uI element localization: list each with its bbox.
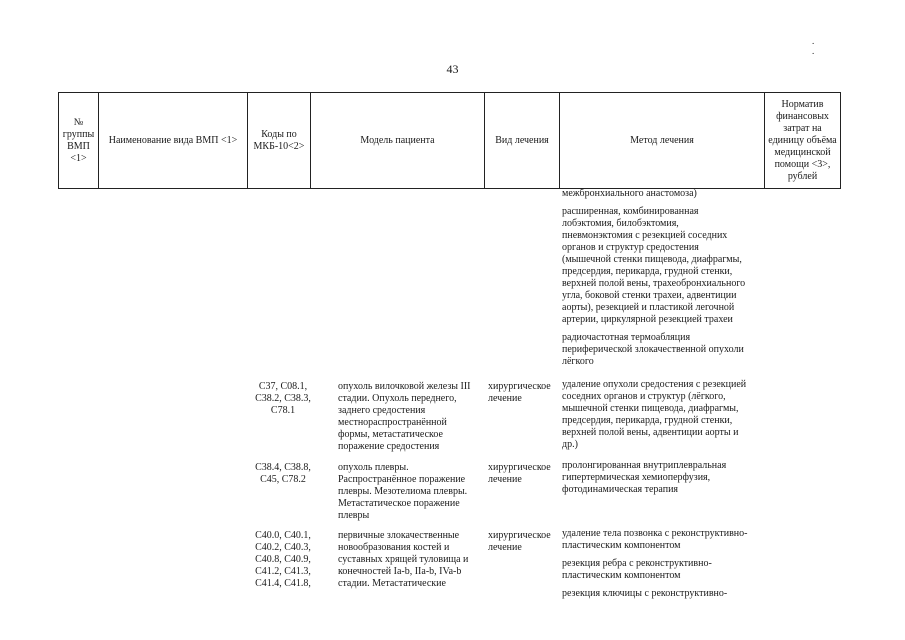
continuation-methods — [562, 188, 772, 374]
model-line: конечностей Ia-b, IIa-b, IVa-b — [338, 566, 462, 577]
model-line: стадии. Метастатические — [338, 578, 446, 589]
code-line: C38.2, C38.3, — [255, 393, 311, 404]
corner-marks: . . — [812, 36, 845, 56]
method-line: резекция ребра с реконструктивно- — [562, 558, 712, 569]
method-line: аорты), резекцией и пластикой легочной — [562, 302, 735, 313]
model-line: суставных хрящей туловища и — [338, 554, 469, 565]
method-line: др.) — [562, 439, 578, 450]
model-line: стадии. Опухоль переднего, — [338, 393, 457, 404]
method-item — [562, 528, 772, 552]
method-line: фотодинамическая терапия — [562, 484, 679, 495]
treatment-line: лечение — [488, 474, 522, 485]
row-1-model — [338, 462, 486, 522]
method-line: удаление опухоли средостения с резекцией — [562, 379, 747, 390]
method-line: удаление тела позвонка с реконструктивно- — [562, 528, 748, 539]
code-line: C41.2, C41.3, — [255, 566, 311, 577]
row-2-model — [338, 530, 486, 590]
row-0-methods — [562, 379, 772, 457]
method-line: верхней полой вены, адвентиции аорты и — [562, 427, 739, 438]
method-line: гипертермическая хемиоперфузия, — [562, 472, 711, 483]
code-line: C40.8, C40.9, — [255, 554, 311, 565]
code-line: C40.0, C40.1, — [255, 530, 311, 541]
header-group: № группы ВМП <1> — [59, 93, 99, 189]
row-0-treatment — [488, 381, 560, 405]
model-line: опухоль вилочковой железы III — [338, 381, 471, 392]
method-item — [562, 460, 772, 496]
header-model: Модель пациента — [311, 93, 485, 189]
treatment-line: лечение — [488, 393, 522, 404]
treatment-line: хирургическое — [488, 462, 551, 473]
method-line: соседних органов и структур (лёгкого, — [562, 391, 726, 402]
method-line: пневмонэктомия с резекцией соседних — [562, 230, 728, 241]
table-header — [58, 92, 841, 189]
model-line: плевры — [338, 510, 370, 521]
header-method: Метод лечения — [560, 93, 765, 189]
method-item — [562, 188, 772, 200]
row-0-codes — [250, 381, 316, 417]
method-item — [562, 558, 772, 582]
model-line: формы, метастатическое — [338, 429, 443, 440]
method-line: резекция ключицы с реконструктивно- — [562, 588, 728, 599]
method-line: верхней полой вены, трахеобронхиального — [562, 278, 746, 289]
method-item — [562, 206, 772, 326]
model-line: первичные злокачественные — [338, 530, 460, 541]
method-line: радиочастотная термоабляция — [562, 332, 691, 343]
method-line: периферической злокачественной опухоли — [562, 344, 744, 355]
method-line: мышечной стенки пищевода, диафрагмы, — [562, 403, 739, 414]
page-number: 43 — [446, 62, 459, 76]
method-line: расширенная, комбинированная — [562, 206, 699, 217]
code-line: C78.1 — [270, 405, 296, 416]
method-line: предсердия, перикарда, грудной стенки, — [562, 266, 733, 277]
row-2-methods — [562, 528, 772, 606]
model-line: опухоль плевры. — [338, 462, 409, 473]
model-line: плевры. Мезотелиома плевры. — [338, 486, 468, 497]
method-item — [562, 588, 772, 600]
treatment-line: хирургическое — [488, 530, 551, 541]
row-1-methods — [562, 460, 772, 502]
code-line: C41.4, C41.8, — [255, 578, 311, 589]
row-0-model — [338, 381, 486, 453]
method-line: угла, боковой стенки трахеи, адвентиции — [562, 290, 737, 301]
method-line: лёгкого — [562, 356, 594, 367]
header-norm: Норматив финансовых затрат на единицу объёма медицинской помощи <3>, рублей — [765, 93, 841, 189]
model-line: Метастатическое поражение — [338, 498, 460, 509]
method-line: пролонгированная внутриплевральная — [562, 460, 727, 471]
method-line: пластическим компонентом — [562, 570, 681, 581]
model-line: заднего средостения — [338, 405, 426, 416]
method-line: (мышечной стенки пищевода, диафрагмы, — [562, 254, 742, 265]
code-line: C40.2, C40.3, — [255, 542, 311, 553]
code-line: C37, C08.1, — [258, 381, 308, 392]
method-line: артерии, циркулярной резекцией трахеи — [562, 314, 733, 325]
row-2-treatment — [488, 530, 560, 554]
method-line: лобэктомия, билобэктомия, — [562, 218, 679, 229]
header-name: Наименование вида ВМП <1> — [99, 93, 248, 189]
method-line: пластическим компонентом — [562, 540, 681, 551]
code-line: C45, C78.2 — [260, 474, 306, 485]
treatment-line: лечение — [488, 542, 522, 553]
method-line: предсердия, перикарда, грудной стенки, — [562, 415, 733, 426]
model-line: Распространённое поражение — [338, 474, 466, 485]
model-line: новообразования костей и — [338, 542, 450, 553]
row-1-treatment — [488, 462, 560, 486]
method-line: органов и структур средостения — [562, 242, 699, 253]
method-line: межбронхиального анастомоза) — [562, 188, 697, 199]
method-item — [562, 332, 772, 368]
model-line: местнораспространённой — [338, 417, 447, 428]
row-2-codes — [250, 530, 316, 590]
code-line: C38.4, C38.8, — [255, 462, 311, 473]
header-treatment-type: Вид лечения — [485, 93, 560, 189]
treatment-line: хирургическое — [488, 381, 551, 392]
row-1-codes — [250, 462, 316, 486]
header-codes: Коды по МКБ-10<2> — [248, 93, 311, 189]
method-item — [562, 379, 772, 451]
model-line: поражение средостения — [338, 441, 440, 452]
